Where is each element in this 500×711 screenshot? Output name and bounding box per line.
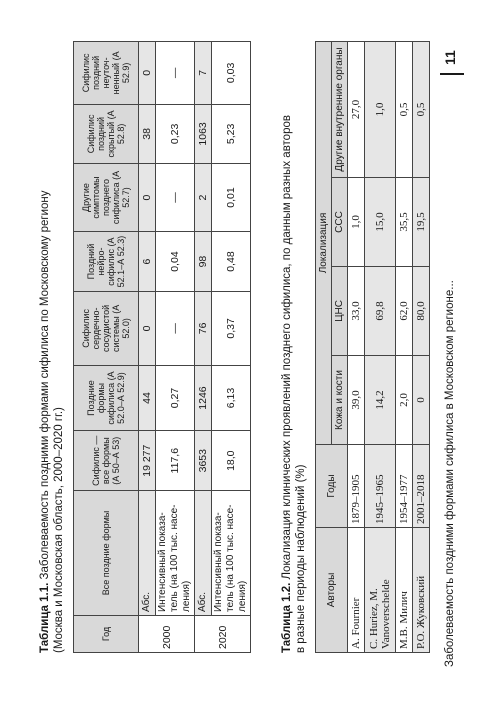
value-cell: 0,5 — [396, 42, 413, 178]
value-cell: 35,5 — [396, 178, 413, 267]
header-late-forms: Поздние формы сифилиса (А 52.0–А 52.9) — [74, 365, 139, 431]
page-footer — [440, 27, 464, 667]
value-cell: 1246 — [195, 365, 212, 431]
author-cell: Р.О. Жуковский — [413, 528, 430, 653]
table2-caption-title: Локализация клинических проявлений позднего сифилиса, по данным разных авторов — [281, 115, 293, 580]
header-year: Год — [74, 616, 139, 653]
value-cell: 0,27 — [156, 365, 195, 431]
table-row — [396, 42, 413, 653]
year-cell: 2020 — [195, 616, 251, 653]
value-cell: 14,2 — [365, 356, 396, 445]
value-cell: 6 — [139, 231, 156, 291]
value-cell: — — [156, 292, 195, 366]
value-cell: 0 — [413, 356, 430, 445]
header-unspecified: Сифилис поздний неуточ-ненный (А 52.9) — [74, 42, 139, 105]
table-row — [365, 42, 396, 653]
value-cell: 5,23 — [212, 104, 251, 163]
header-other-symptoms: Другие симптомы позднего сифилиса (А 52.7) — [74, 164, 139, 232]
row-label: Абс. — [139, 491, 156, 616]
table2-caption-label: Таблица 1.2. — [281, 582, 293, 653]
table2 — [315, 41, 430, 653]
header-internal-organs: Другие внутренние органы — [332, 42, 348, 178]
header-years: Годы — [316, 445, 348, 528]
table2-header-row — [316, 42, 332, 653]
header-skin-bones: Кожа и кости — [332, 356, 348, 445]
value-cell: 3653 — [195, 431, 212, 491]
table1-caption — [38, 190, 66, 653]
value-cell: 76 — [195, 292, 212, 366]
table1-caption-label: Таблица 1.1. — [39, 582, 51, 653]
header-all-forms: Все поздние формы — [74, 491, 139, 616]
table-row — [139, 42, 156, 653]
value-cell: 0 — [139, 164, 156, 232]
period-cell: 1954–1977 — [396, 445, 413, 528]
value-cell: 19,5 — [413, 178, 430, 267]
value-cell: 1,0 — [348, 178, 365, 267]
value-cell: 1063 — [195, 104, 212, 163]
row-label: Интенсивный показа-тель (на 100 тыс. насе-ления) — [156, 491, 195, 616]
value-cell: 7 — [195, 42, 212, 105]
value-cell: 0,03 — [212, 42, 251, 105]
year-cell: 2000 — [139, 616, 195, 653]
table-row — [212, 42, 251, 653]
value-cell: 69,8 — [365, 267, 396, 356]
table2-caption — [280, 115, 308, 653]
value-cell: 62,0 — [396, 267, 413, 356]
value-cell: 2,0 — [396, 356, 413, 445]
footer-divider — [440, 73, 464, 75]
header-neurosyphilis: Поздний нейро-сифилис (А 52.1–А 52.3) — [74, 231, 139, 291]
header-cardiovascular: Сифилис сердечно-сосудистой системы (А 52.0) — [74, 292, 139, 366]
header-localization: Локализация — [316, 42, 332, 445]
header-syphilis-all: Сифилис — все формы (А 50–А 53) — [74, 431, 139, 491]
value-cell: — — [156, 164, 195, 232]
page-number: 11 — [442, 50, 458, 65]
table-row — [156, 42, 195, 653]
table1-header-row — [74, 42, 139, 653]
table1-caption-subtitle: (Москва и Московская область, 2000–2020 гг.) — [53, 407, 65, 653]
value-cell: 2 — [195, 164, 212, 232]
value-cell: 27,0 — [348, 42, 365, 178]
header-authors: Авторы — [316, 528, 348, 653]
value-cell: 44 — [139, 365, 156, 431]
table2-caption-subtitle: в разные периоды наблюдений (%) — [295, 464, 307, 653]
table1-caption-title: Заболеваемость поздними формами сифилиса по Московскому региону — [39, 190, 51, 580]
header-latent: Сифилис поздний скрытый (А 52.8) — [74, 104, 139, 163]
period-cell: 1945–1965 — [365, 445, 396, 528]
value-cell: 39,0 — [348, 356, 365, 445]
value-cell: 0 — [139, 42, 156, 105]
period-cell: 1879–1905 — [348, 445, 365, 528]
table-row — [348, 42, 365, 653]
value-cell: 18,0 — [212, 431, 251, 491]
author-cell: C. Huriez, M. Vanoverschelde — [365, 528, 396, 653]
period-cell: 2001–2018 — [413, 445, 430, 528]
value-cell: 6,13 — [212, 365, 251, 431]
value-cell: 0,04 — [156, 231, 195, 291]
row-label: Абс. — [195, 491, 212, 616]
table1 — [73, 41, 251, 653]
author-cell: A. Fournier — [348, 528, 365, 653]
value-cell: 0,5 — [413, 42, 430, 178]
value-cell: 80,0 — [413, 267, 430, 356]
table-row — [195, 42, 212, 653]
value-cell: 117,6 — [156, 431, 195, 491]
running-title: Заболеваемость поздними формами сифилиса в Московском регионе... — [444, 280, 456, 667]
value-cell: 0,48 — [212, 231, 251, 291]
row-label: Интенсивный показа-тель (на 100 тыс. насе-ления) — [212, 491, 251, 616]
value-cell: 1,0 — [365, 42, 396, 178]
author-cell: М.В. Милич — [396, 528, 413, 653]
header-cvs: ССС — [332, 178, 348, 267]
value-cell: 0,37 — [212, 292, 251, 366]
value-cell: 15,0 — [365, 178, 396, 267]
value-cell: 0,23 — [156, 104, 195, 163]
value-cell: 33,0 — [348, 267, 365, 356]
value-cell: 98 — [195, 231, 212, 291]
value-cell: 19 277 — [139, 431, 156, 491]
value-cell: — — [156, 42, 195, 105]
value-cell: 0,01 — [212, 164, 251, 232]
table-row — [413, 42, 430, 653]
value-cell: 0 — [139, 292, 156, 366]
value-cell: 38 — [139, 104, 156, 163]
header-cns: ЦНС — [332, 267, 348, 356]
